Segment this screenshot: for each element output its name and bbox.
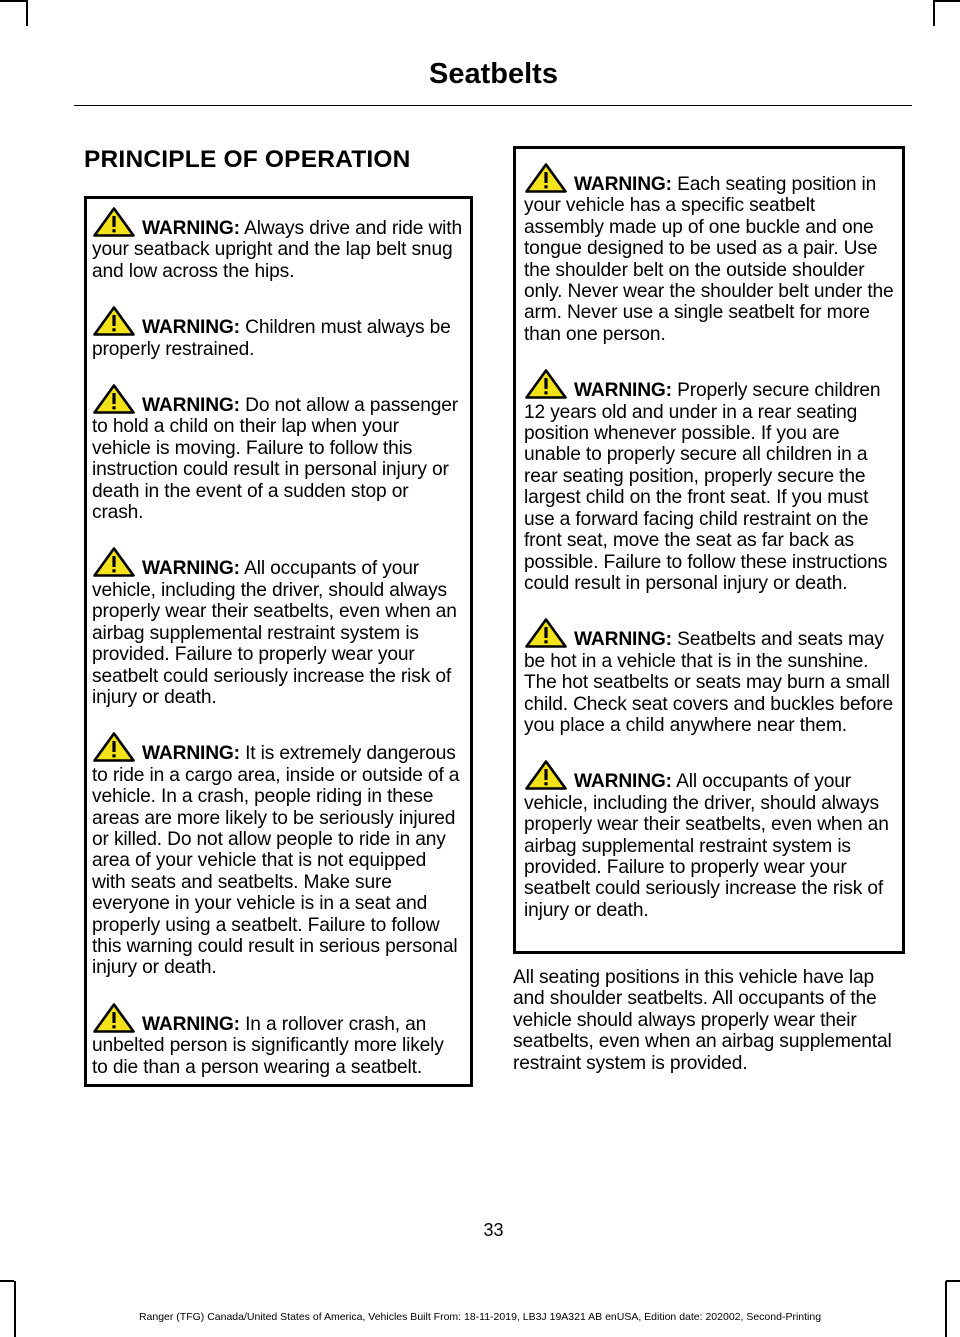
crop-mark-bottom-right xyxy=(946,1280,960,1282)
warning-label: WARNING: xyxy=(142,218,240,239)
warning-text: In a rollover crash, an unbelted person is significantly more likely to die than a person wearing a seatbelt. xyxy=(92,1013,444,1078)
warning-label: WARNING: xyxy=(142,1013,240,1035)
warning-item xyxy=(524,759,894,921)
warning-triangle-icon xyxy=(92,1002,136,1034)
warning-text: It is extremely dangerous to ride in a cargo area, inside or outside of a vehicle. In a crash, people riding in these areas are more likely to be seriously injured or killed. Do not allow people to ride in any area of your vehicle that is not equipped with seats and seatbelts. Make sure everyone in your vehicle is in a seat and properly using a seatbelt. Failure to follow this warning could result in serious personal injury or death. xyxy=(92,743,460,979)
warning-triangle-icon xyxy=(92,731,136,763)
warning-triangle-icon xyxy=(92,206,136,238)
warning-triangle-icon xyxy=(524,759,568,791)
warning-triangle-icon xyxy=(524,617,568,649)
warning-item xyxy=(92,731,462,978)
warning-text: Children must always be properly restrained. xyxy=(92,317,451,360)
warning-text: All occupants of your vehicle, including the driver, should always properly wear their seatbelts, even when an airbag supplemental restraint system is provided. Failure to properly wear your seatbelt could seriously increase the risk of injury or death. xyxy=(92,558,457,708)
warning-label: WARNING: xyxy=(142,558,240,580)
warning-text: Do not allow a passenger to hold a child on their lap when your vehicle is moving. Failure to follow this instruction could result in personal injury or death in the event of a sudden stop or crash. xyxy=(92,395,459,524)
warning-triangle-icon xyxy=(92,305,136,337)
warning-item xyxy=(92,383,462,523)
warning-item xyxy=(524,368,894,594)
warning-text: Always drive and ride with your seatback upright and the lap belt snug and low across the hips. xyxy=(92,218,462,282)
warning-label: WARNING: xyxy=(574,629,672,651)
warning-item xyxy=(92,305,462,360)
warning-triangle-icon xyxy=(524,162,568,194)
page-number: 33 xyxy=(483,1220,504,1240)
crop-mark-bottom-left-vertical xyxy=(14,1281,16,1337)
crop-mark-bottom-left xyxy=(0,1280,14,1282)
warning-label: WARNING: xyxy=(142,317,240,339)
footer-text: Ranger (TFG) Canada/United States of America, Vehicles Built From: 18-11-2019, LB3J 19A321 AB enUSA, Edition date: 202002, Second-Printing xyxy=(138,1311,822,1323)
warning-item xyxy=(92,206,462,282)
crop-mark-top-right xyxy=(934,0,960,2)
warning-box-left xyxy=(84,196,473,1087)
warning-label: WARNING: xyxy=(574,771,672,793)
warning-item xyxy=(92,1002,462,1078)
warning-text: Seatbelts and seats may be hot in a vehicle that is in the sunshine. The hot seatbelts or seats may burn a small child. Check seat covers and buckles before you place a child anywhere near them. xyxy=(524,629,893,736)
warning-label: WARNING: xyxy=(142,395,240,417)
warning-label: WARNING: xyxy=(574,380,672,402)
crop-mark-top-right-vertical xyxy=(933,0,935,26)
warning-item xyxy=(524,162,894,345)
warning-text: All occupants of your vehicle, including the driver, should always properly wear their seatbelts, even when an airbag supplemental restraint system is provided. Failure to properly wear your seatbelt could seriously increase the risk of injury or death. xyxy=(524,771,889,921)
warning-box-right xyxy=(513,146,905,954)
warning-item xyxy=(524,617,894,736)
page-header-title: Seatbelts xyxy=(429,58,558,90)
crop-mark-bottom-right-vertical xyxy=(945,1281,947,1337)
warning-triangle-icon xyxy=(92,546,136,578)
section-heading: PRINCIPLE OF OPERATION xyxy=(84,146,411,173)
warning-item xyxy=(92,546,462,708)
warning-text: Each seating position in your vehicle has a specific seatbelt assembly made up of one buckle and one tongue designed to be used as a pair. Use the shoulder belt on the outside shoulder only. Never wear the shoulder belt under the arm. Never use a single seatbelt for more than one person. xyxy=(524,174,894,345)
crop-mark-top-left xyxy=(0,0,26,2)
warning-text: Properly secure children 12 years old and under in a rear seating position whenever possible. If you are unable to properly secure all children in a rear seating position, properly secure the largest child on the front seat. If you must use a forward facing child restraint on the front seat, move the seat as far back as possible. Failure to follow these instructions could result in personal injury or death. xyxy=(524,380,888,594)
crop-mark-top-left-vertical xyxy=(26,0,28,26)
body-paragraph: All seating positions in this vehicle have lap and shoulder seatbelts. All occupants of the vehicle should always properly wear their seatbelts, even when an airbag supplemental restraint system is provided. xyxy=(513,967,892,1074)
warning-label: WARNING: xyxy=(142,743,240,765)
warning-label: WARNING: xyxy=(574,174,672,195)
warning-triangle-icon xyxy=(92,383,136,415)
warning-triangle-icon xyxy=(524,368,568,400)
header-divider xyxy=(74,105,912,106)
